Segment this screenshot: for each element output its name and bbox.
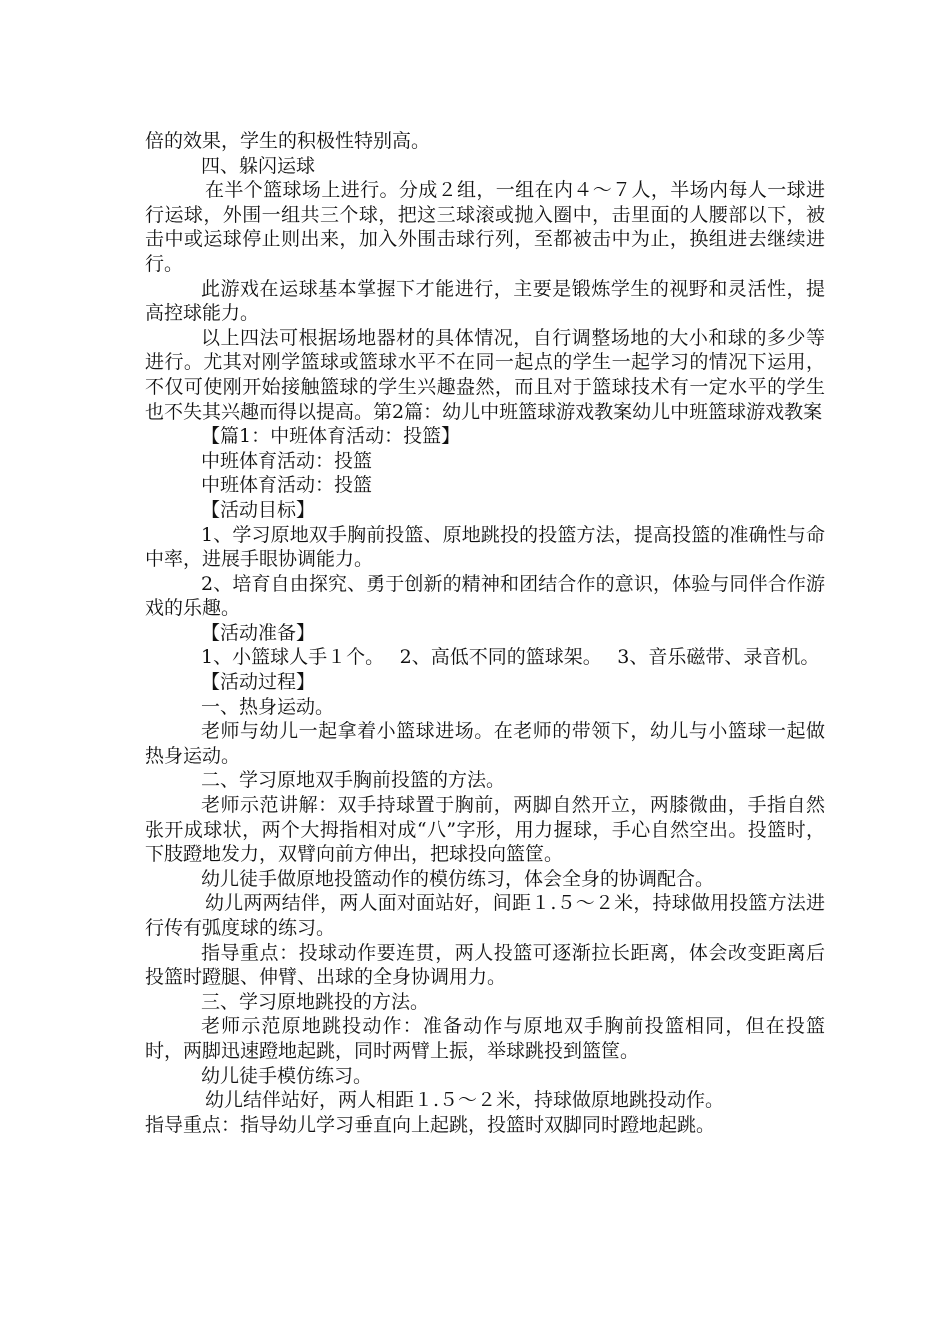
paragraph: 1、学习原地双手胸前投篮、原地跳投的投篮方法，提高投篮的准确性与命中率，进展手眼协调能力。 (145, 523, 825, 571)
paragraph: 指导重点：指导幼儿学习垂直向上起跳，投篮时双脚同时蹬地起跳。 (145, 1113, 716, 1136)
step-heading-jump-shot: 三、学习原地跳投的方法。 (201, 990, 430, 1013)
activity-title: 中班体育活动：投篮 (201, 474, 373, 497)
step-heading-chest-shot: 二、学习原地双手胸前投篮的方法。 (201, 769, 506, 792)
document-body (145, 129, 825, 1137)
paragraph: 2、培育自由探究、勇于创新的精神和团结合作的意识，体验与同伴合作游戏的乐趣。 (145, 572, 825, 620)
section-heading-process: 【活动过程】 (201, 671, 316, 694)
paragraph: 幼儿两两结伴，两人面对面站好，间距１.５～２米，持球做用投篮方法进行传有弧度球的练习。 (145, 892, 825, 939)
paragraph: 以上四法可根据场地器材的具体情况，自行调整场地的大小和球的多少等进行。尤其对刚学篮球或篮球水平不在同一起点的学生一起学习的情况下运用，不仅可使刚开始接触篮球的学生兴趣盎然，而且对于篮球技术有一定水平的学生也不失其兴趣而得以提高。第2篇：幼儿中班篮球游戏教案幼儿中班篮球游戏教案 (145, 326, 825, 423)
activity-title: 中班体育活动：投篮 (201, 449, 373, 472)
paragraph: 老师示范原地跳投动作：准备动作与原地双手胸前投篮相同，但在投篮时，两脚迅速蹬地起跳，同时两臂上振，举球跳投到篮筐。 (145, 1015, 825, 1062)
section-heading-part1: 【篇1：中班体育活动：投篮】 (201, 425, 461, 448)
section-heading-preparation: 【活动准备】 (201, 621, 316, 644)
paragraph: 老师示范讲解：双手持球置于胸前，两脚自然开立，两膝微曲，手指自然张开成球状，两个大拇指相对成“八”字形，用力握球，手心自然空出。投篮时，下肢蹬地发力，双臂向前方伸出，把球投向篮筐。 (145, 794, 825, 866)
paragraph: 此游戏在运球基本掌握下才能进行，主要是锻炼学生的视野和灵活性，提高控球能力。 (145, 277, 825, 325)
section-heading-goals: 【活动目标】 (201, 498, 316, 521)
paragraph: 倍的效果，学生的积极性特别高。 (145, 130, 431, 152)
paragraph: 老师与幼儿一起拿着小篮球进场。在老师的带领下，幼儿与小篮球一起做热身运动。 (145, 720, 825, 767)
paragraph: 幼儿徒手模仿练习。 (201, 1064, 373, 1087)
paragraph: 1、小篮球人手１个。 2、高低不同的篮球架。 3、音乐磁带、录音机。 (201, 646, 820, 669)
paragraph: 幼儿结伴站好，两人相距１.５～２米，持球做原地跳投动作。 (205, 1089, 725, 1112)
paragraph: 幼儿徒手做原地投篮动作的模仿练习，体会全身的协调配合。 (201, 867, 715, 890)
paragraph: 指导重点：投球动作要连贯，两人投篮可逐渐拉长距离，体会改变距离后投篮时蹬腿、伸臂、出球的全身协调用力。 (145, 941, 825, 989)
paragraph: 在半个篮球场上进行。分成２组，一组在内４～７人，半场内每人一球进行运球，外围一组共三个球，把这三球滚或抛入圈中，击里面的人腰部以下，被击中或运球停止则出来，加入外围击球行列，至都被击中为止，换组进去继续进行。 (145, 179, 825, 275)
step-heading-warmup: 一、热身运动。 (201, 695, 335, 718)
section-heading-dodge-dribble: 四、躲闪运球 (201, 154, 316, 177)
